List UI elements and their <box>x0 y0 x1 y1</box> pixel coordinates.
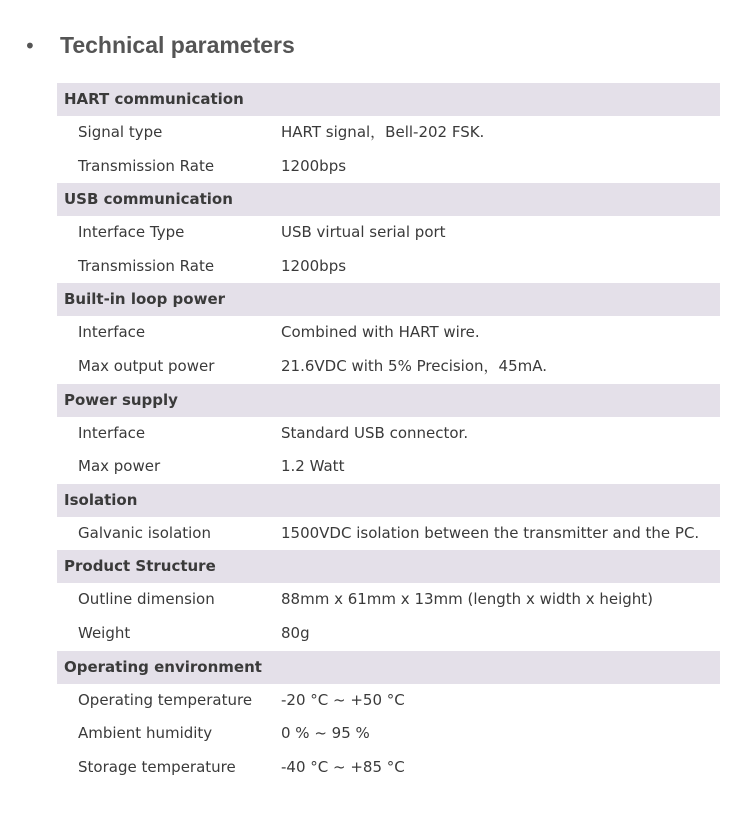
table-row <box>57 617 720 651</box>
bullet-icon: • <box>24 34 36 58</box>
param-label: Interface <box>78 323 146 342</box>
section-heading-operating-environment: Operating environment <box>57 651 720 684</box>
table-row <box>57 751 720 785</box>
section-heading-hart-communication: HART communication <box>57 83 720 116</box>
page-title: Technical parameters <box>60 32 295 58</box>
table-row <box>57 450 720 484</box>
param-value: 21.6VDC with 5% Precision，45mA. <box>281 356 548 375</box>
section-heading-product-structure: Product Structure <box>57 550 720 583</box>
section-heading-power-supply: Power supply <box>57 384 720 417</box>
param-value: Standard USB connector. <box>281 423 469 442</box>
table-row <box>57 250 720 284</box>
param-label: Outline dimension <box>78 590 215 609</box>
param-label: Max power <box>78 457 161 476</box>
param-label: Max output power <box>78 356 215 375</box>
param-label: Transmission Rate <box>78 156 215 175</box>
param-value: Combined with HART wire. <box>281 323 480 342</box>
table-row <box>57 583 720 617</box>
section-heading-usb-communication: USB communication <box>57 183 720 216</box>
param-label: Weight <box>78 623 131 642</box>
param-value: 1200bps <box>281 156 347 175</box>
param-value: 0 % ~ 95 % <box>281 724 370 743</box>
param-value: HART signal，Bell-202 FSK. <box>281 123 485 141</box>
param-label: Operating temperature <box>78 690 253 709</box>
table-row <box>57 417 720 451</box>
table-row <box>57 216 720 250</box>
table-row <box>57 116 720 150</box>
table-row <box>57 150 720 184</box>
param-value: -40 °C ~ +85 °C <box>281 757 405 776</box>
parameters-table <box>57 83 720 784</box>
param-value: 80g <box>281 623 310 642</box>
page-header <box>0 28 750 64</box>
param-label: Transmission Rate <box>78 256 215 275</box>
param-label: Interface Type <box>78 223 185 242</box>
param-label: Storage temperature <box>78 757 236 776</box>
param-label: Signal type <box>78 123 163 141</box>
param-label: Interface <box>78 423 146 442</box>
table-row <box>57 350 720 384</box>
param-value: 1500VDC isolation between the transmitter and the PC. <box>281 523 700 542</box>
param-value: 1.2 Watt <box>281 457 345 476</box>
table-row <box>57 316 720 350</box>
param-value: USB virtual serial port <box>281 223 446 242</box>
param-value: 88mm x 61mm x 13mm (length x width x height) <box>281 590 654 609</box>
param-value: -20 °C ~ +50 °C <box>281 690 405 709</box>
table-row <box>57 684 720 718</box>
table-row <box>57 717 720 751</box>
param-value: 1200bps <box>281 256 347 275</box>
param-label: Ambient humidity <box>78 724 213 743</box>
table-row <box>57 517 720 551</box>
section-heading-built-in-loop-power: Built-in loop power <box>57 283 720 316</box>
section-heading-isolation: Isolation <box>57 484 720 517</box>
param-label: Galvanic isolation <box>78 523 211 542</box>
